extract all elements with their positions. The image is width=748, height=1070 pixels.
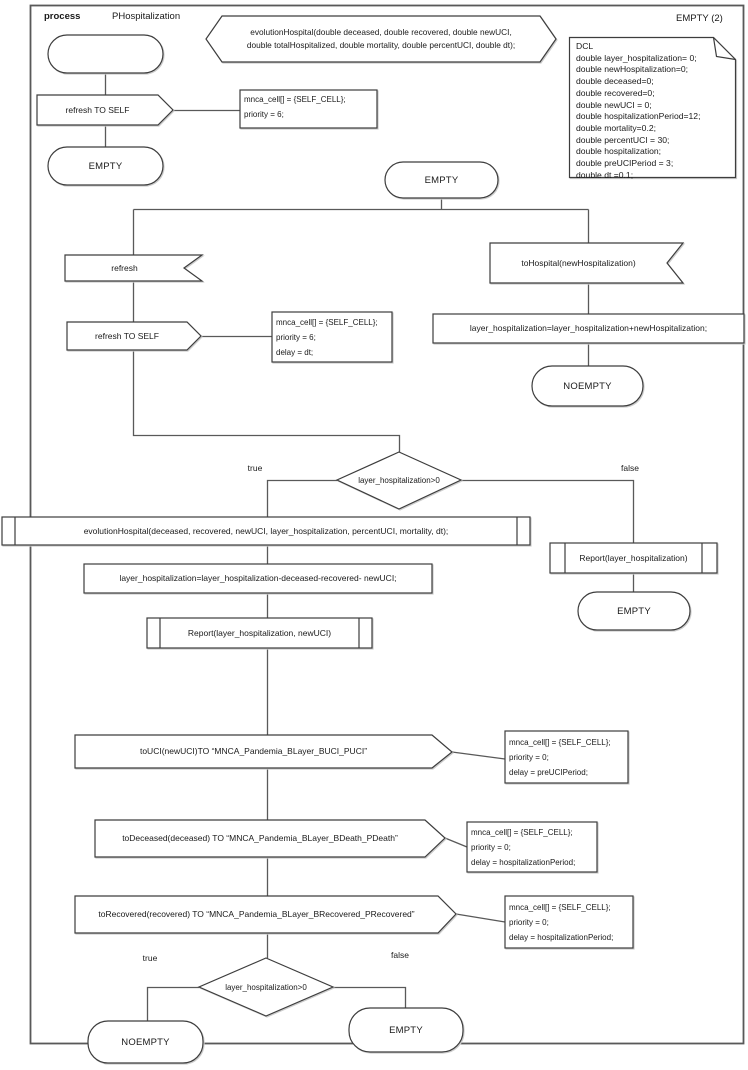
state-empty-2-label: EMPTY (424, 174, 459, 186)
state-noempty-1-label: NOEMPTY (563, 380, 612, 392)
dcl-note-text: DCL double layer_hospitalization= 0; double newHospitalization=0; double deceased=0; double recovered=0; double newUCI = 0; double hospitalizationPeriod=12; double mortality=0.2; double percentUCI = 30; double hospitalization; double preUCIPeriod = 3; double dt =0.1; (576, 41, 701, 180)
branch-label-false-2: false (391, 949, 409, 960)
call-report-label: Report(layer_hospitalization) (579, 552, 688, 563)
start-state (48, 35, 163, 73)
state-empty-1-label: EMPTY (88, 160, 123, 172)
decision-1-label: layer_hospitalization>0 (358, 475, 440, 485)
comment-4-text: mnca_cell[] = {SELF_CELL}; priority = 0; delay = hospitalizationPeriod; (471, 828, 576, 867)
call-report-newuci-label: Report(layer_hospitalization, newUCI) (187, 627, 332, 638)
input-tohospital-label: toHospital(newHospitalization) (521, 257, 636, 268)
output-todeceased-label: toDeceased(deceased) TO “MNCA_Pandemia_BLayer_BDeath_PDeath” (122, 833, 398, 843)
task-add-label: layer_hospitalization=layer_hospitalization+newHospitalization; (469, 323, 708, 333)
comment-2-text: mnca_cell[] = {SELF_CELL}; priority = 6; delay = dt; (276, 318, 378, 357)
process-keyword: process (44, 11, 81, 22)
state-empty-3-label: EMPTY (617, 605, 651, 617)
procedure-declaration-label: evolutionHospital(double deceased, double recovered, double newUCI, double totalHospitalized, double mortality, double percentUCI, double dt); (246, 27, 516, 50)
output-torecovered-label: toRecovered(recovered) TO “MNCA_Pandemia_BLayer_BRecovered_PRecovered” (98, 909, 415, 919)
output-touci-label: toUCI(newUCI)TO “MNCA_Pandemia_BLayer_BUCI_PUCI” (139, 746, 368, 756)
comment-1-text: mnca_cell[] = {SELF_CELL}; priority = 6; (244, 95, 346, 119)
state-empty-4-label: EMPTY (389, 1024, 423, 1036)
output-refresh-to-self-2-label: refresh TO SELF (95, 330, 159, 341)
call-evolution-label: evolutionHospital(deceased, recovered, newUCI, layer_hospitalization, percentUCI, mortality, dt); (83, 525, 449, 536)
branch-label-true-1: true (247, 462, 263, 473)
branch-label-true-2: true (142, 952, 158, 963)
comment-3-text: mnca_cell[] = {SELF_CELL}; priority = 0; delay = preUCIPeriod; (509, 738, 611, 777)
page-label: EMPTY (2) (676, 13, 723, 24)
state-noempty-2-label: NOEMPTY (121, 1036, 170, 1048)
task-subtract-label: layer_hospitalization=layer_hospitalization-deceased-recovered- newUCI; (119, 573, 397, 583)
output-refresh-to-self-1-label: refresh TO SELF (65, 104, 130, 115)
decision-2-label: layer_hospitalization>0 (225, 982, 307, 992)
comment-5-text: mnca_cell[] = {SELF_CELL}; priority = 0; delay = hospitalizationPeriod; (509, 903, 614, 942)
input-refresh-label: refresh (111, 262, 138, 273)
process-name: PHospitalization (112, 11, 181, 22)
branch-label-false-1: false (621, 462, 639, 473)
